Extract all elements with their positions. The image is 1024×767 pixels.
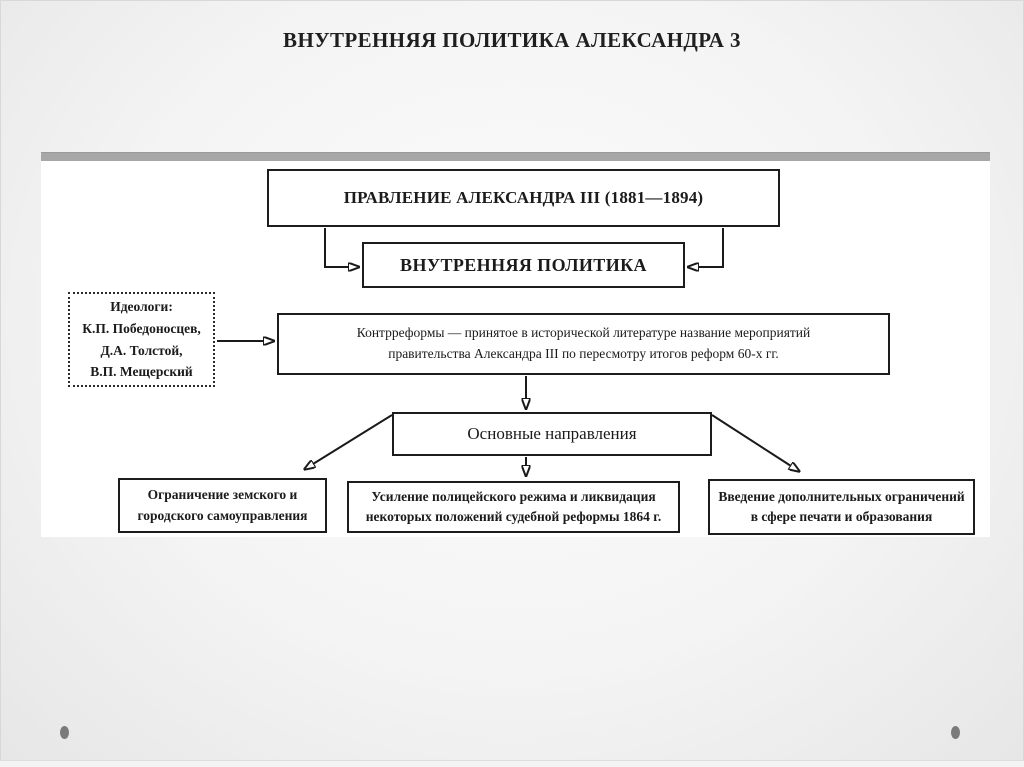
counter-reforms-line: Контрреформы — принятое в исторической литературе название мероприятий — [356, 325, 811, 341]
connector-directions-to-left — [313, 415, 392, 464]
reign-box-label: ПРАВЛЕНИЕ АЛЕКСАНДРА III (1881—1894) — [343, 188, 704, 207]
diagram-panel — [41, 152, 990, 537]
ideologists-line: К.П. Победоносцев, — [82, 320, 201, 336]
direction-right-line: в сфере печати и образования — [750, 509, 933, 524]
direction-middle-line: некоторых положений судебной реформы 1864 г. — [365, 509, 662, 524]
reign-box — [267, 169, 780, 227]
counter-reforms-line: правительства Александра III по пересмотру итогов реформ 60-х гг. — [388, 346, 779, 361]
slide-bottom-edge — [0, 760, 1024, 767]
slide-title: ВНУТРЕННЯЯ ПОЛИТИКА АЛЕКСАНДРА 3 — [283, 28, 741, 52]
connector-directions-to-right — [712, 415, 791, 466]
directions-box — [392, 412, 712, 456]
directions-box-label: Основные направления — [467, 424, 637, 443]
nav-dot-right — [951, 726, 960, 739]
ideologists-box — [68, 292, 215, 387]
nav-dot-left — [60, 726, 69, 739]
policy-box-label: ВНУТРЕННЯЯ ПОЛИТИКА — [400, 254, 647, 275]
direction-box-right — [708, 479, 975, 535]
connector-reign-to-policy-right — [698, 228, 723, 267]
ideologists-line: В.П. Мещерский — [90, 364, 193, 380]
direction-box-left — [118, 478, 327, 533]
direction-right-line: Введение дополнительных ограничений — [718, 488, 965, 504]
direction-box-middle — [347, 481, 680, 533]
policy-box — [362, 242, 685, 288]
counter-reforms-box — [277, 313, 890, 375]
ideologists-line: Д.А. Толстой, — [100, 342, 183, 358]
connector-reign-to-policy-left — [325, 228, 349, 267]
ideologists-line: Идеологи: — [110, 299, 173, 315]
direction-left-line: Ограничение земского и — [147, 487, 298, 503]
direction-left-line: городского самоуправления — [137, 507, 308, 523]
direction-middle-line: Усиление полицейского режима и ликвидация — [371, 488, 656, 504]
